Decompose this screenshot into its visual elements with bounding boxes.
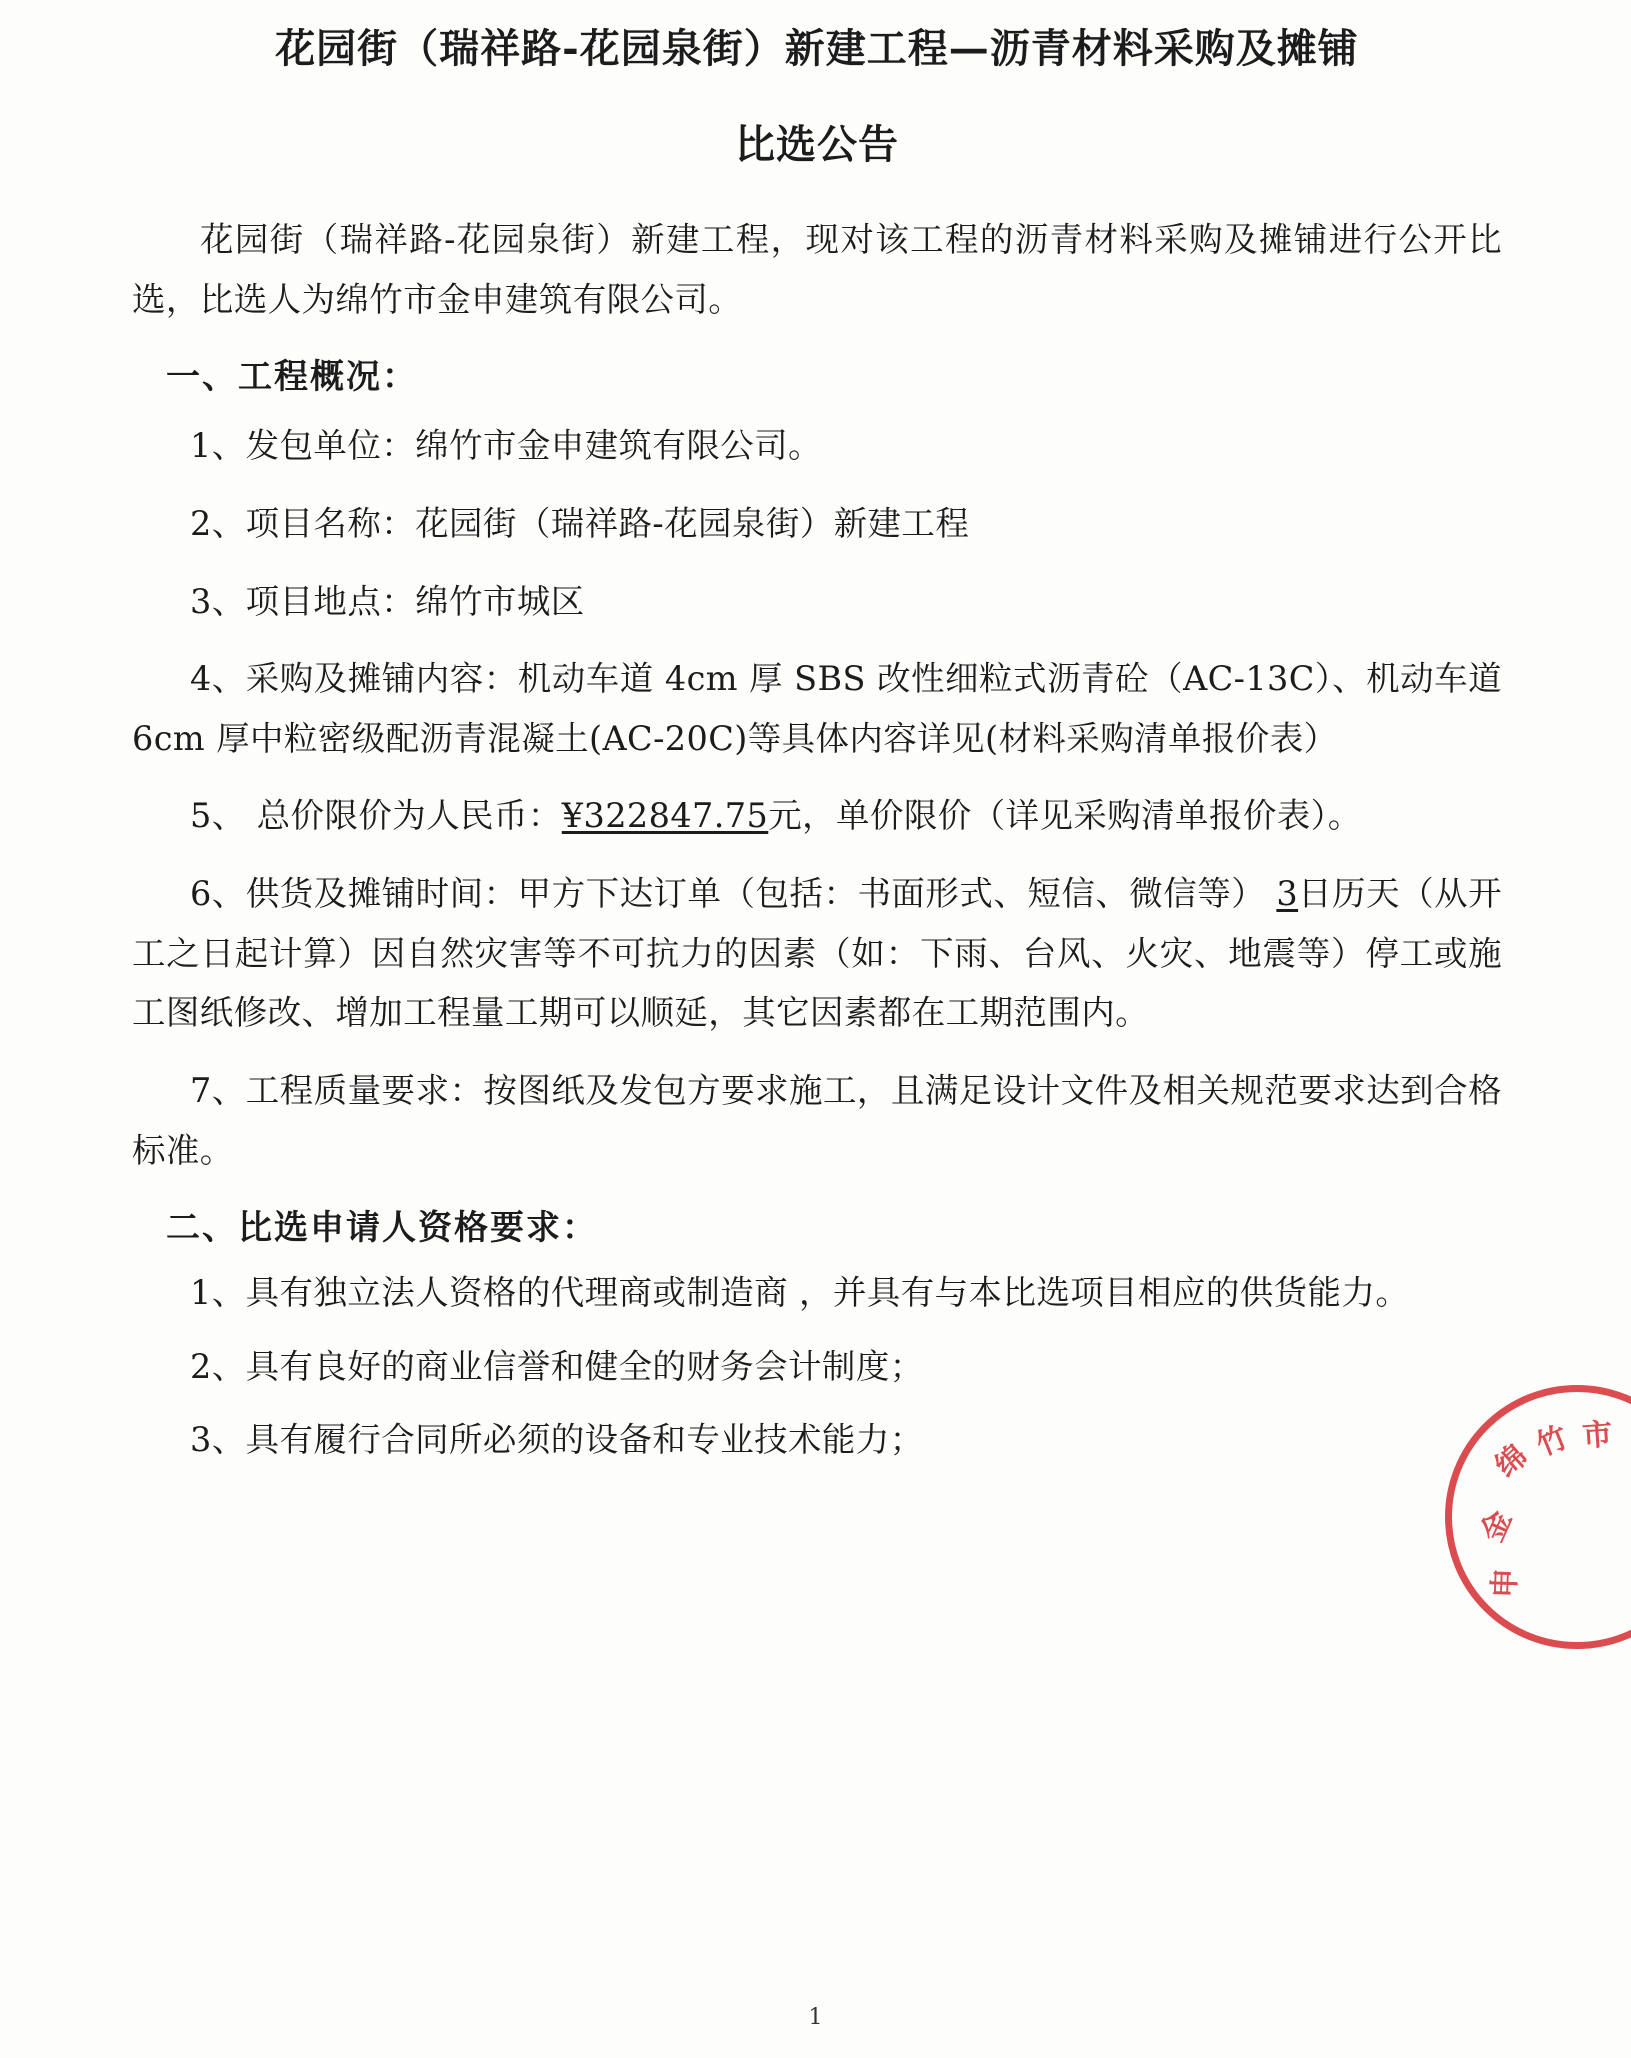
price-limit-amount: ¥322847.75 xyxy=(561,796,769,836)
seal-character-1: 绵 xyxy=(1488,1436,1536,1485)
seal-character-3: 市 xyxy=(1581,1416,1616,1455)
section-2-heading: 二、比选申请人资格要求： xyxy=(166,1208,598,1249)
section-1-item-4: 4、采购及摊铺内容：机动车道 4cm 厚 SBS 改性细粒式沥青砼（AC-13C）、机动车道 6cm 厚中粒密级配沥青混凝土(AC-20C)等具体内容详见(材料采购清单报价表） xyxy=(132,659,1502,758)
item-6-part-2: 日历天（从开工之日起计算）因自然灾害等不可抗力的因素（如：下雨、台风、火灾、地震等）停工或施工图纸修改、增加工程量工期可以顺延，其它因素都在工期范围内。 xyxy=(132,874,1502,1033)
section-1-item-3: 3、项目地点：绵竹市城区 xyxy=(190,581,585,621)
item-5-prefix: 5、 总价限价为人民币： xyxy=(190,796,562,836)
page-number: 1 xyxy=(808,2005,823,2030)
document-body xyxy=(132,0,1502,2058)
intro-paragraph: 花园街（瑞祥路-花园泉街）新建工程，现对该工程的沥青材料采购及摊铺进行公开比选，比选人为绵竹市金申建筑有限公司。 xyxy=(132,220,1502,319)
item-6-part-1: 6、供货及摊铺时间：甲方下达订单（包括：书面形式、短信、微信等） xyxy=(190,874,1266,913)
seal-character-4: 金 xyxy=(1474,1503,1520,1548)
section-2-item-3: 3、具有履行合同所必须的设备和专业技术能力； xyxy=(190,1420,924,1460)
document-title-line-1: 花园街（瑞祥路-花园泉街）新建工程—沥青材料采购及摊铺 xyxy=(275,25,1359,72)
seal-character-5: 申 xyxy=(1487,1565,1524,1599)
section-1-item-6 xyxy=(132,864,1502,1043)
document-title-line-2: 比选公告 xyxy=(735,121,899,168)
section-1-item-7: 7、工程质量要求：按图纸及发包方要求施工，且满足设计文件及相关规范要求达到合格标准。 xyxy=(132,1070,1502,1170)
section-1-item-1: 1、发包单位：绵竹市金申建筑有限公司。 xyxy=(190,426,822,466)
item-5-suffix: 元，单价限价（详见采购清单报价表）。 xyxy=(768,796,1362,836)
section-1-item-5 xyxy=(132,786,1502,846)
delivery-days: 3 xyxy=(1276,874,1299,913)
section-2-item-2: 2、具有良好的商业信誉和健全的财务会计制度； xyxy=(190,1346,924,1386)
section-1-heading: 一、工程概况： xyxy=(166,357,418,398)
section-1-item-2: 2、项目名称：花园街（瑞祥路-花园泉街）新建工程 xyxy=(190,503,970,543)
section-2-item-1: 1、具有独立法人资格的代理商或制造商 ，并具有与本比选项目相应的供货能力。 xyxy=(190,1273,1410,1313)
seal-character-2: 竹 xyxy=(1531,1419,1575,1464)
